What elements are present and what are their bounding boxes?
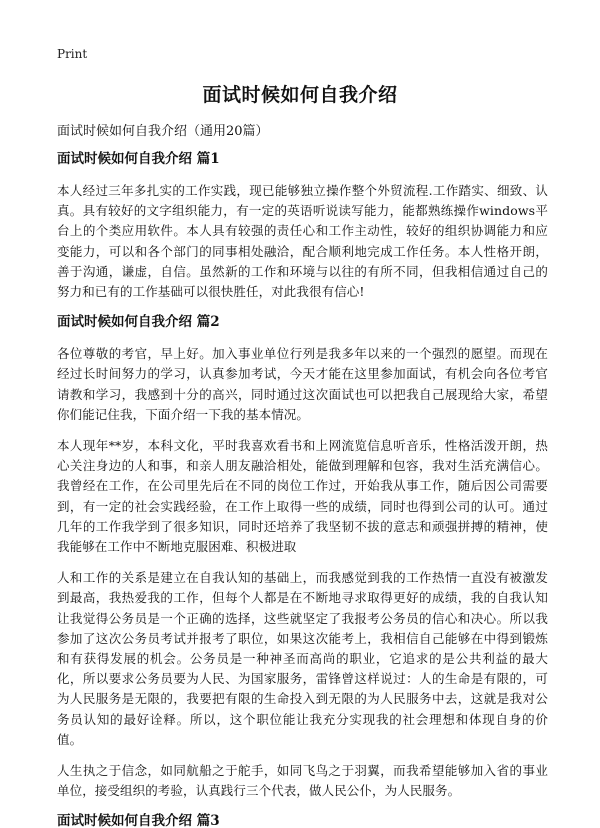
section-heading: 面试时候如何自我介绍 篇3 <box>57 813 220 828</box>
paragraph: 本人经过三年多扎实的工作实践，现已能够独立操作整个外贸流程.工作踏实、细致、认真。具有较好的文字组织能力，有一定的英语听说读写能力，能都熟练操作windows平台上的个类应用软件。本人具有较强的责任心和工作主动性，较好的组织协调能力和应变能力，可以和各个部门的同事相处融洽，配合顺利地完成工作任务。本人性格开朗，善于沟通，谦虚，自信。虽然新的工作和环境与以往的有所不同，但我相信通过自己的努力和已有的工作基础可以很快胜任，对此我很有信心! <box>57 183 548 300</box>
section-1 <box>57 150 548 302</box>
document-body <box>57 150 548 828</box>
document-subtitle: 面试时候如何自我介绍（通用20篇） <box>57 124 269 139</box>
section-3 <box>57 812 548 828</box>
section-heading: 面试时候如何自我介绍 篇2 <box>57 314 220 331</box>
print-link[interactable]: Print <box>57 47 88 61</box>
section-heading: 面试时候如何自我介绍 篇1 <box>57 151 220 167</box>
paragraph: 人和工作的关系是建立在自我认知的基础上，而我感觉到我的工作热情一直没有被激发到最高，我热爱我的工作，但每个人都是在不断地寻求取得更好的成绩，我的自我认知让我觉得公务员是一个正确的选择，这些就坚定了我报考公务员的信心和决心。所以我参加了这次公务员考试并报考了职位，如果这次能考上，我相信自己能够在中得到锻炼和有获得发展的机会。公务员是一种神圣而高尚的职业，它追求的是公共利益的最大化，所以要求公务员要为人民、为国家服务，雷锋曾这样说过：人的生命是有限的，可为人民服务是无限的，我要把有限的生命投入到无限的为人民服务中去，这就是我对公务员认知的最好诠释。所以，这个职位能让我充分实现我的社会理想和体现自身的价值。 <box>57 570 548 747</box>
paragraph: 人生执之于信念，如同航船之于舵手，如同飞鸟之于羽翼，而我希望能够加入省的事业单位，接受组织的考验，认真践行三个代表，做人民公仆，为人民服务。 <box>57 763 548 799</box>
document-title: 面试时候如何自我介绍 <box>202 84 398 106</box>
paragraph: 本人现年**岁，本科文化，平时我喜欢看书和上网流览信息听音乐，性格活泼开朗，热心关注身边的人和事，和亲人朋友融洽相处，能做到理解和包容，我对生活充满信心。我曾经在工作，在公司里先后在不同的岗位工作过，开始我从事工作，随后因公司需要到，有一定的社会实践经验，在工作上取得一些的成绩，同时也得到公司的认可。通过几年的工作我学到了很多知识，同时还培养了我坚韧不拔的意志和顽强拼搏的精神，使我能够在工作中不断地克服困难、积极进取 <box>57 438 548 555</box>
section-2 <box>57 313 548 801</box>
paragraph: 各位尊敬的考官，早上好。加入事业单位行列是我多年以来的一个强烈的愿望。而现在经过长时间努力的学习，认真参加考试，今天才能在这里参加面试，有机会向各位考官请教和学习，我感到十分的高兴，同时通过这次面试也可以把我自己展现给大家，希望你们能记住我，下面介绍一下我的基本情况。 <box>57 346 548 422</box>
